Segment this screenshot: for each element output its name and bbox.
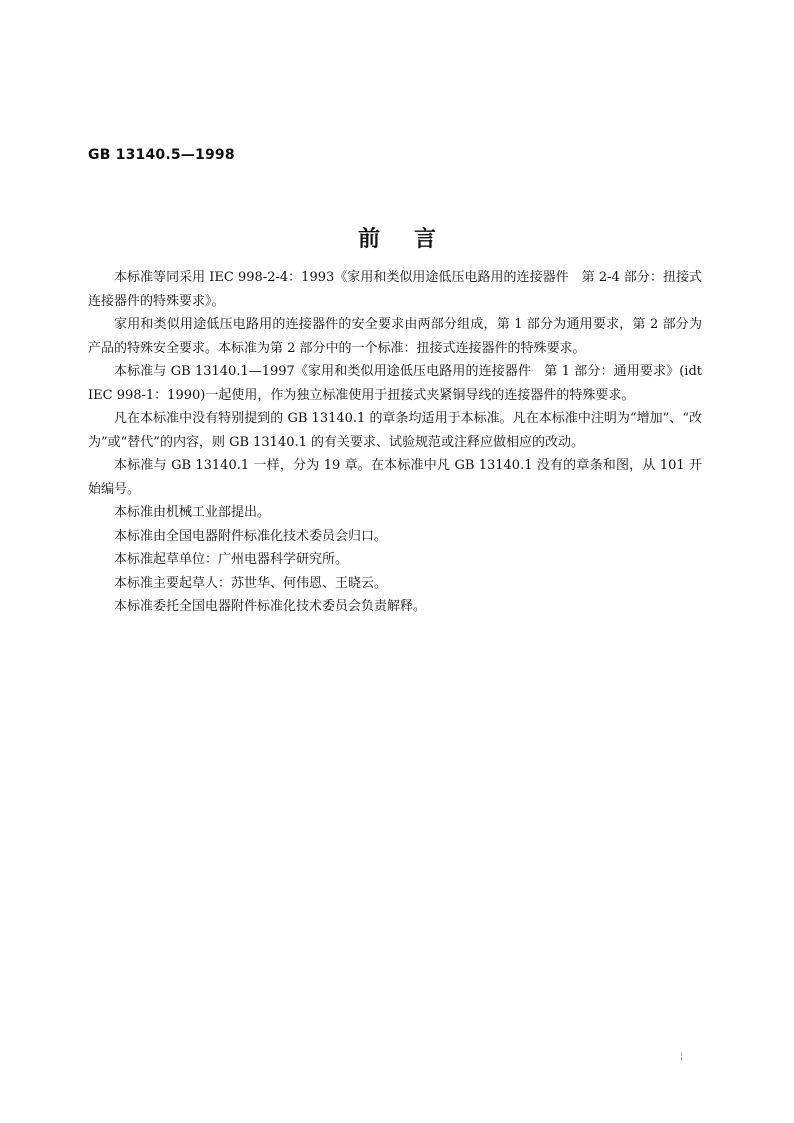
paragraph: 家用和类似用途低压电路用的连接器件的安全要求由两部分组成，第 1 部分为通用要求，第 2 部分为产品的特殊安全要求。本标准为第 2 部分中的一个标准：扭接式连接器件的特殊要求。 — [88, 317, 702, 356]
scan-mark: ¦ — [680, 1052, 684, 1062]
paragraph: 本标准与 GB 13140.1 一样，分为 19 章。在本标准中凡 GB 13140.1 没有的章条和图，从 101 开始编号。 — [88, 458, 702, 497]
page-title: 前言 — [357, 226, 470, 252]
paragraph: 本标准委托全国电器附件标准化技术委员会负责解释。 — [114, 599, 427, 614]
paragraph: 本标准由全国电器附件标准化技术委员会归口。 — [114, 528, 388, 544]
standard-code: GB 13140.5—1998 — [88, 147, 235, 163]
preface-body — [88, 266, 702, 619]
paragraph: 本标准起草单位：广州电器科学研究所。 — [114, 552, 349, 567]
paragraph: 本标准由机械工业部提出。 — [114, 505, 271, 520]
paragraph: 本标准主要起草人：苏世华、何伟恩、王晓云。 — [114, 575, 388, 591]
paragraph: 本标准等同采用 IEC 998-2-4：1993《家用和类似用途低压电路用的连接器件 第 2-4 部分：扭接式连接器件的特殊要求》。 — [88, 270, 702, 309]
paragraph: 本标准与 GB 13140.1—1997《家用和类似用途低压电路用的连接器件 第 1 部分：通用要求》(idt IEC 998-1：1990)一起使用，作为独立标准使用于扭接式夹紧铜导线的连接器件的特殊要求。 — [88, 364, 702, 403]
paragraph: 凡在本标准中没有特别提到的 GB 13140.1 的章条均适用于本标准。凡在本标准中注明为“增加”、“改为”或“替代”的内容，则 GB 13140.1 的有关要求、试验规范或注释应做相应的改动。 — [88, 411, 702, 450]
